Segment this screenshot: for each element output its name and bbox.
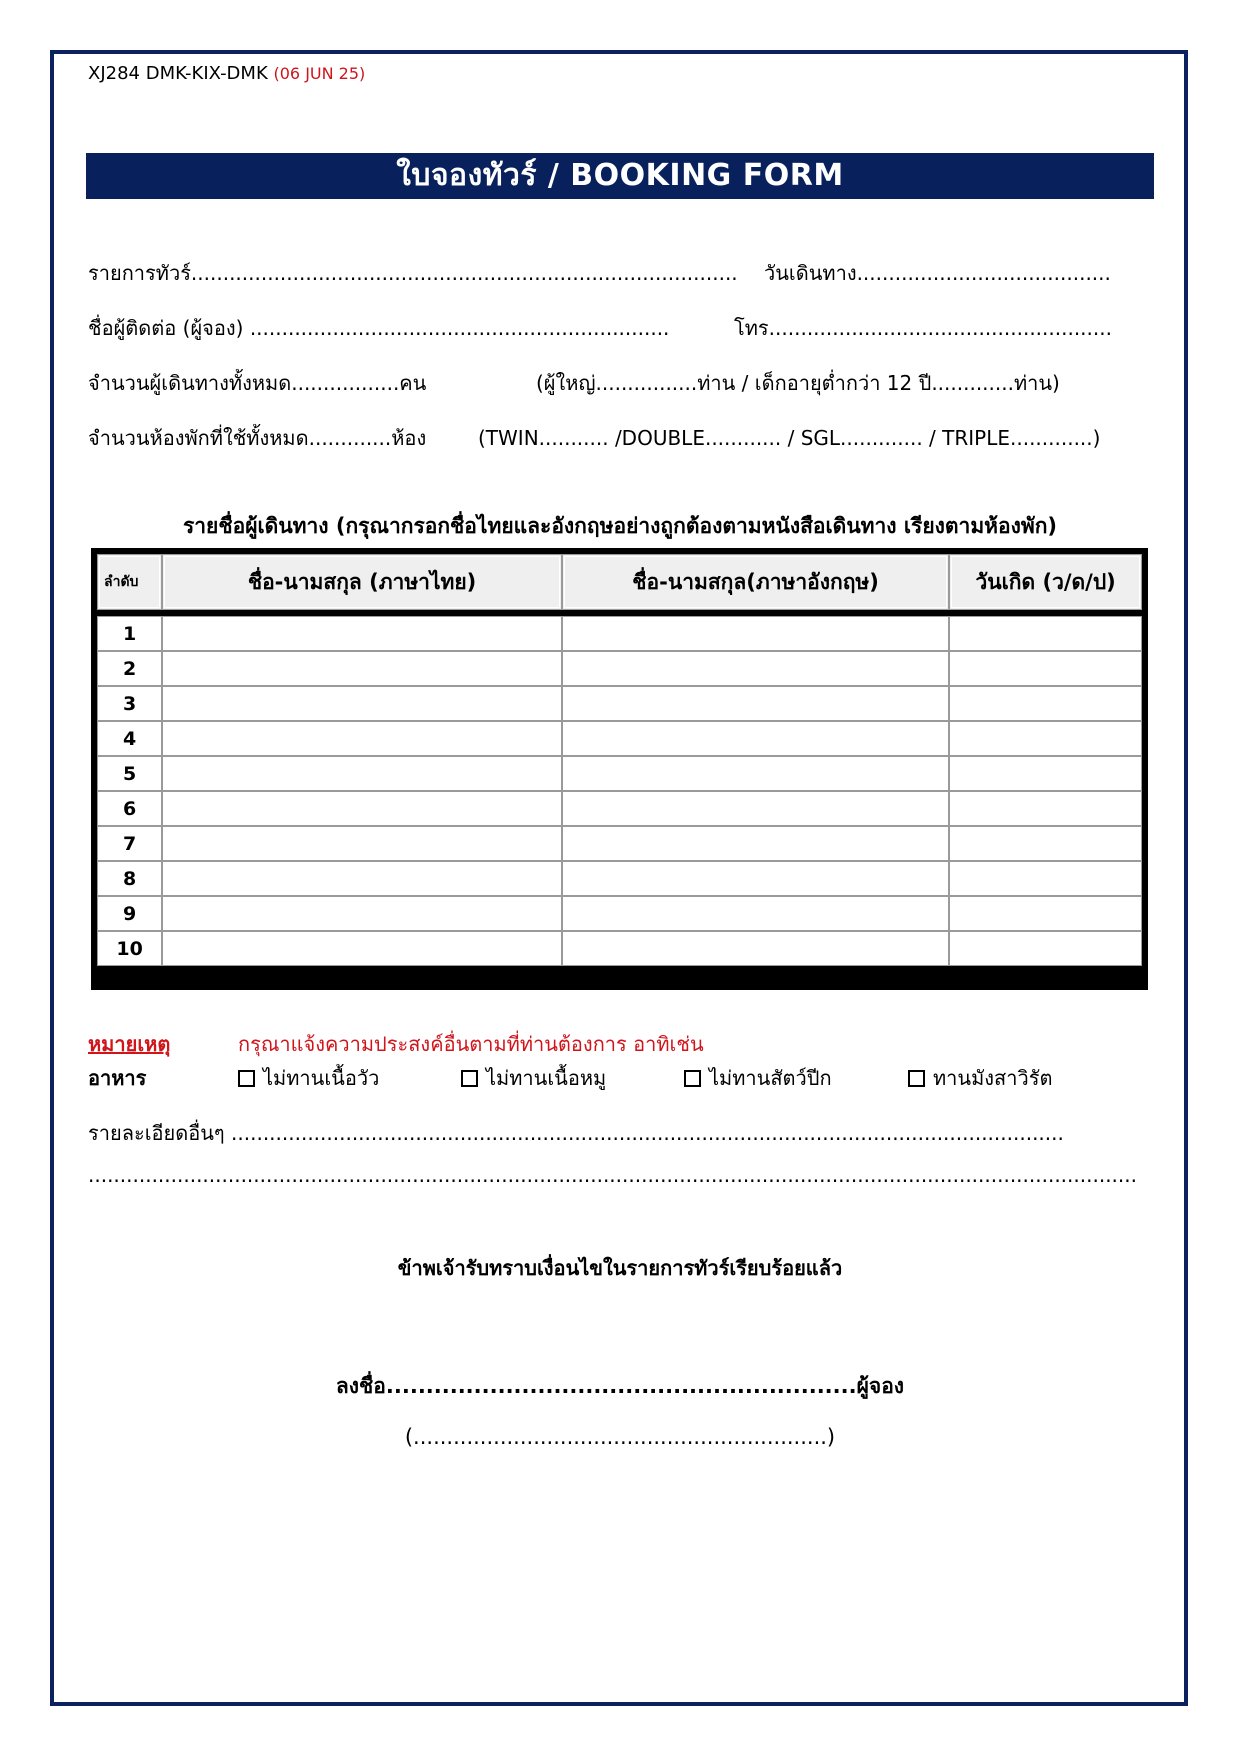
- english-name-cell[interactable]: [562, 686, 949, 721]
- dob-cell[interactable]: [949, 686, 1142, 721]
- no-pork-option[interactable]: [461, 1062, 606, 1094]
- flight-route: XJ284 DMK-KIX-DMK: [88, 63, 268, 84]
- remarks-text: กรุณาแจ้งความประสงค์อื่นตามที่ท่านต้องการ อาทิเช่น: [238, 1032, 704, 1056]
- page-title: ใบจองทัวร์ / BOOKING FORM: [86, 153, 1154, 199]
- dob-cell[interactable]: [949, 616, 1142, 651]
- contact-name-field[interactable]: ชื่อผู้ติดต่อ (ผู้จอง) ..................................................................: [88, 316, 670, 340]
- table-row: [97, 651, 1142, 686]
- no-beef-label: ไม่ทานเนื้อวัว: [263, 1066, 380, 1090]
- row-number: 7: [97, 826, 162, 861]
- row-number: 1: [97, 616, 162, 651]
- acknowledgement-text: ข้าพเจ้ารับทราบเงื่อนไขในรายการทัวร์เรียบร้อยแล้ว: [397, 1256, 843, 1280]
- dob-cell[interactable]: [949, 756, 1142, 791]
- thai-name-cell[interactable]: [162, 686, 562, 721]
- row-number: 8: [97, 861, 162, 896]
- dob-cell[interactable]: [949, 791, 1142, 826]
- thai-name-cell[interactable]: [162, 861, 562, 896]
- row-number: 2: [97, 651, 162, 686]
- english-name-cell[interactable]: [562, 721, 949, 756]
- column-header-dob: วันเกิด (ว/ด/ป): [949, 554, 1142, 610]
- food-label: อาหาร: [88, 1066, 147, 1090]
- table-row: [97, 616, 1142, 651]
- dob-cell[interactable]: [949, 651, 1142, 686]
- vegetarian-option[interactable]: [908, 1062, 1052, 1094]
- travel-date-field[interactable]: วันเดินทาง........................................: [764, 261, 1111, 285]
- table-row: [97, 721, 1142, 756]
- table-row: [97, 686, 1142, 721]
- table-row: [97, 861, 1142, 896]
- food-preferences-row: [88, 1062, 1152, 1092]
- row-number: 6: [97, 791, 162, 826]
- thai-name-cell[interactable]: [162, 826, 562, 861]
- no-beef-option[interactable]: [238, 1062, 379, 1094]
- tour-line: [88, 258, 1152, 288]
- table-row: [97, 931, 1142, 966]
- traveler-breakdown-field[interactable]: (ผู้ใหญ่................ท่าน / เด็กอายุต่ำกว่า 12 ปี.............ท่าน): [536, 371, 1060, 395]
- vegetarian-label: ทานมังสาวิรัต: [933, 1066, 1053, 1090]
- printed-name-field[interactable]: (..............................................................): [404, 1425, 836, 1449]
- signature-field[interactable]: ลงชื่อ...........................................................ผู้จอง: [335, 1374, 905, 1398]
- total-rooms-field[interactable]: จำนวนห้องพักที่ใช้ทั้งหมด.............ห้อง: [88, 426, 427, 450]
- row-number: 3: [97, 686, 162, 721]
- english-name-cell[interactable]: [562, 931, 949, 966]
- checkbox-icon[interactable]: [461, 1070, 478, 1087]
- passenger-section-title: รายชื่อผู้เดินทาง (กรุณากรอกชื่อไทยและอังกฤษอย่างถูกต้องตามหนังสือเดินทาง เรียงตามห้องพัก): [182, 514, 1058, 538]
- column-header-thai-name: ชื่อ-นามสกุล (ภาษาไทย): [162, 554, 562, 610]
- remarks-label: หมายเหตุ: [88, 1032, 171, 1056]
- english-name-cell[interactable]: [562, 896, 949, 931]
- table-row: [97, 756, 1142, 791]
- table-row: [97, 791, 1142, 826]
- no-poultry-label: ไม่ทานสัตว์ปีก: [709, 1066, 832, 1090]
- total-travelers-field[interactable]: จำนวนผู้เดินทางทั้งหมด.................คน: [88, 371, 427, 395]
- thai-name-cell[interactable]: [162, 651, 562, 686]
- passenger-table: [91, 548, 1148, 990]
- table-row: [97, 896, 1142, 931]
- phone-field[interactable]: โทร......................................................: [734, 316, 1112, 340]
- thai-name-cell[interactable]: [162, 791, 562, 826]
- flight-code: [88, 63, 365, 84]
- english-name-cell[interactable]: [562, 756, 949, 791]
- dob-cell[interactable]: [949, 896, 1142, 931]
- row-number: 9: [97, 896, 162, 931]
- row-number: 4: [97, 721, 162, 756]
- checkbox-icon[interactable]: [684, 1070, 701, 1087]
- table-row: [97, 826, 1142, 861]
- english-name-cell[interactable]: [562, 861, 949, 896]
- column-header-no: ลำดับ: [97, 554, 162, 610]
- thai-name-cell[interactable]: [162, 896, 562, 931]
- other-details-field-line2[interactable]: .....................................................................................................................................................................: [88, 1163, 1137, 1187]
- dob-cell[interactable]: [949, 861, 1142, 896]
- checkbox-icon[interactable]: [908, 1070, 925, 1087]
- english-name-cell[interactable]: [562, 616, 949, 651]
- tour-field[interactable]: รายการทัวร์......................................................................................: [88, 261, 738, 285]
- row-number: 5: [97, 756, 162, 791]
- flight-date: (06 JUN 25): [273, 64, 366, 83]
- thai-name-cell[interactable]: [162, 931, 562, 966]
- dob-cell[interactable]: [949, 931, 1142, 966]
- thai-name-cell[interactable]: [162, 721, 562, 756]
- no-pork-label: ไม่ทานเนื้อหมู: [486, 1066, 607, 1090]
- travelers-line: [88, 368, 1152, 398]
- other-details-field[interactable]: รายละเอียดอื่นๆ ...................................................................................................................................: [88, 1121, 1064, 1145]
- thai-name-cell[interactable]: [162, 616, 562, 651]
- checkbox-icon[interactable]: [238, 1070, 255, 1087]
- english-name-cell[interactable]: [562, 791, 949, 826]
- dob-cell[interactable]: [949, 826, 1142, 861]
- contact-line: [88, 313, 1152, 343]
- dob-cell[interactable]: [949, 721, 1142, 756]
- room-type-breakdown-field[interactable]: (TWIN........... /DOUBLE............ / SGL............. / TRIPLE.............): [478, 426, 1101, 450]
- english-name-cell[interactable]: [562, 826, 949, 861]
- rooms-line: [88, 423, 1152, 453]
- row-number: 10: [97, 931, 162, 966]
- thai-name-cell[interactable]: [162, 756, 562, 791]
- english-name-cell[interactable]: [562, 651, 949, 686]
- column-header-english-name: ชื่อ-นามสกุล(ภาษาอังกฤษ): [562, 554, 949, 610]
- no-poultry-option[interactable]: [684, 1062, 832, 1094]
